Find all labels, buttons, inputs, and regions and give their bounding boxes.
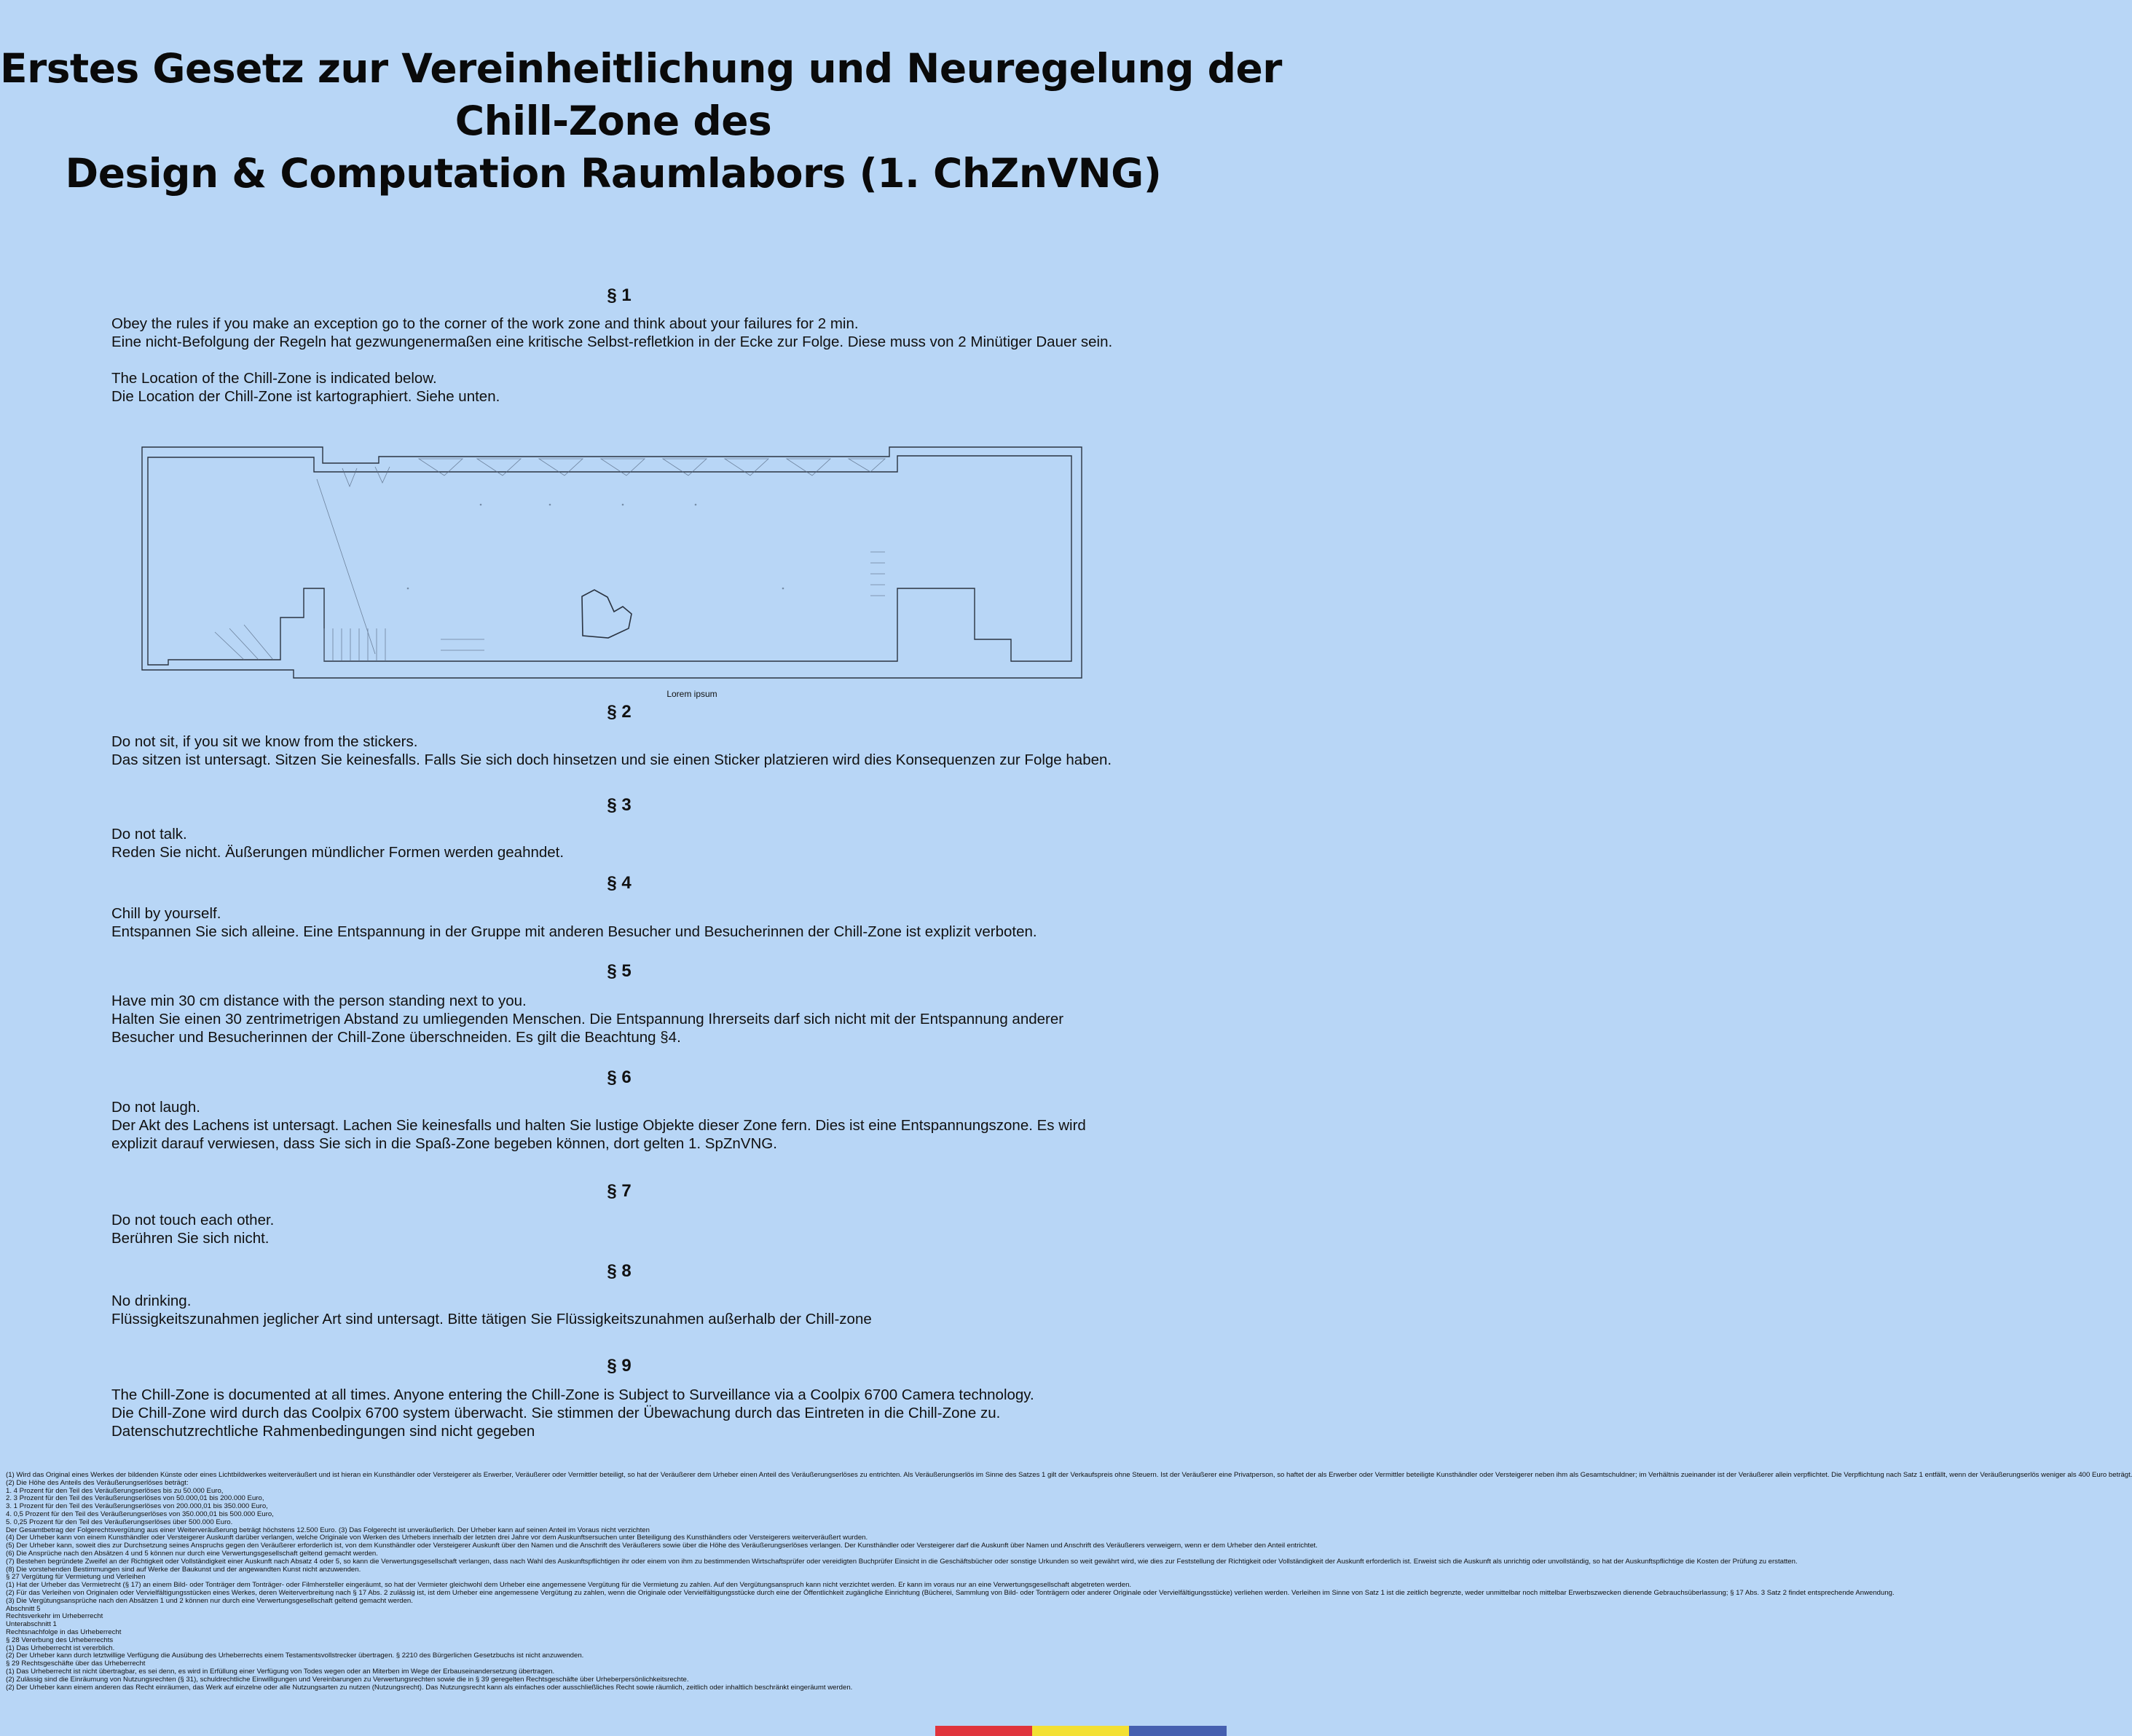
- floor-plan-stair-bottom: [324, 628, 385, 661]
- section-8-number: § 8: [607, 1261, 632, 1281]
- legal-line: Abschnitt 5: [6, 1604, 41, 1613]
- chill-zone-floor-plan: [142, 443, 1083, 682]
- floor-plan-column: [695, 504, 697, 506]
- section-3-body: [111, 825, 1117, 861]
- legal-line: Rechtsnachfolge in das Urheberrecht: [6, 1628, 122, 1636]
- legal-line: § 29 Rechtsgeschäfte über das Urheberrecht: [6, 1660, 146, 1668]
- legal-line: 2. 3 Prozent für den Teil des Veräußerungserlöses von 50.000,01 bis 200.000 Euro,: [6, 1494, 264, 1503]
- floor-plan-column: [480, 504, 482, 506]
- floor-plan-hatch: [215, 625, 484, 660]
- section-3-number: § 3: [607, 795, 632, 815]
- map-caption: Lorem ipsum: [666, 689, 717, 699]
- section-4-line-1: Chill by yourself.: [111, 905, 221, 922]
- section-5-line-2: Halten Sie einen 30 zentrimetrigen Abstand zu umliegenden Menschen. Die Entspannung Ihrerseits darf sich nicht mit der Entspannung anderer Besucher und Besucherinnen der Chill-Zone überschneiden. Es gilt die Beachtung §4.: [111, 1011, 1064, 1046]
- section-7-body: [111, 1211, 1117, 1247]
- floor-plan-column: [782, 588, 784, 590]
- title-line-3: Design & Computation Raumlabors (1. ChZnVNG): [65, 150, 1162, 197]
- page-title: [0, 42, 1282, 200]
- section-5-body: [111, 992, 1117, 1046]
- section-4-line-2: Entspannen Sie sich alleine. Eine Entspannung in der Gruppe mit anderen Besucher und Besucherinnen der Chill-Zone ist explizit verboten.: [111, 923, 1037, 940]
- floor-plan-window-segments: [419, 459, 885, 476]
- floor-plan-stair-right: [870, 552, 885, 596]
- legal-line: (4) Der Urheber kann von einem Kunsthändler oder Versteigerer Auskunft darüber verlangen, welche Originale von Werken des Urhebers innerhalb der letzten drei Jahre vor dem Auskunftsersuchen unter Beteiligung des Kunsthändlers oder Versteigerers weiterveräußert wurden.: [6, 1534, 868, 1542]
- legal-line: (3) Die Vergütungsansprüche nach den Absätzen 1 und 2 können nur durch eine Verwertungsgesellschaft geltend gemacht werden.: [6, 1596, 413, 1605]
- legal-line: § 28 Vererbung des Urheberrechts: [6, 1636, 114, 1644]
- stripe-blue: [1129, 1726, 1227, 1736]
- stripe-yellow: [1032, 1726, 1129, 1736]
- section-4-body: [111, 904, 1117, 941]
- legal-line: Rechtsverkehr im Urheberrecht: [6, 1612, 103, 1621]
- floor-plan-column: [549, 504, 551, 506]
- section-7-number: § 7: [607, 1181, 632, 1201]
- section-5-number: § 5: [607, 961, 632, 981]
- legal-line: (2) Der Urheber kann durch letztwillige Verfügung die Ausübung des Urheberrechts einem Testamentsvollstrecker übertragen. § 2210 des Bürgerlichen Gesetzbuchs ist nicht anzuwenden.: [6, 1652, 584, 1660]
- legal-line: (1) Hat der Urheber das Vermietrecht (§ 17) an einem Bild- oder Tonträger dem Tonträger- oder Filmhersteller eingeräumt, so hat der Vermieter gleichwohl dem Urheber eine angemessene Vergütung für die Vermietung zu zahlen. Auf den Vergütungsanspruch kann nicht verzichtet werden. Er kann im voraus nur an eine Verwertungsgesellschaft abgetreten werden.: [6, 1581, 1132, 1590]
- section-1-line-5: Die Location der Chill-Zone ist kartographiert. Siehe unten.: [111, 388, 500, 405]
- floor-plan-diagonal: [317, 479, 375, 654]
- legal-line: (1) Das Urheberrecht ist nicht übertragbar, es sei denn, es wird in Erfüllung einer Verfügung von Todes wegen oder an Miterben im Wege der Erbauseinandersetzung übertragen.: [6, 1667, 555, 1676]
- legal-line: 1. 4 Prozent für den Teil des Veräußerungserlöses bis zu 50.000 Euro,: [6, 1486, 224, 1495]
- section-3-line-2: Reden Sie nicht. Äußerungen mündlicher Formen werden geahndet.: [111, 844, 565, 861]
- section-6-body: [111, 1098, 1117, 1153]
- color-stripes: [935, 1726, 1227, 1736]
- section-7-line-1: Do not touch each other.: [111, 1212, 275, 1228]
- title-line-2: Chill-Zone des: [455, 98, 772, 144]
- legal-line: (1) Wird das Original eines Werkes der bildenden Künste oder eines Lichtbildwerkes weiterveräußert und ist hieran ein Kunsthändler oder Versteigerer als Erwerber, Veräußerer oder Vermittler beteiligt, so hat der Veräußerer dem Urheber einen Anteil des Veräußerungserlöses zu entrichten. Als Veräußerungserlös im Sinne des Satzes 1 gilt der Verkaufspreis ohne Steuern. Ist der Veräußerer eine Privatperson, so haftet der als Erwerber oder Vermittler beteiligte Kunsthändler oder Versteigerer neben ihm als Gesamtschuldner; im Verhältnis zueinander ist der Veräußerer allein verpflichtet. Die Verpflichtung nach Satz 1 entfällt, wenn der Veräußerungserlös weniger als 400 Euro beträgt.: [6, 1471, 2132, 1479]
- legal-line: (2) Die Höhe des Anteils des Veräußerungserlöses beträgt:: [6, 1478, 189, 1487]
- floor-plan-column: [622, 504, 624, 506]
- legal-line: (7) Bestehen begründete Zweifel an der Richtigkeit oder Vollständigkeit einer Auskunft nach Absatz 4 oder 5, so kann die Verwertungsgesellschaft verlangen, dass nach Wahl des Auskunftspflichtigen ihr oder einem von ihm zu bestimmenden Wirtschaftsprüfer oder vereidigten Buchprüfer Einsicht in die Geschäftsbücher oder sonstige Urkunden so weit gewährt wird, wie dies zur Feststellung der Richtigkeit oder Vollständigkeit der Auskunft erforderlich ist. Erweist sich die Auskunft als unrichtig oder unvollständig, so hat der Auskunftspflichtige die Kosten der Prüfung zu erstatten.: [6, 1557, 1798, 1566]
- section-1-line-2: Eine nicht-Befolgung der Regeln hat gezwungenermaßen eine kritische Selbst-refletkion in der Ecke zur Folge. Diese muss von 2 Minütiger Dauer sein.: [111, 334, 1113, 350]
- section-2-number: § 2: [607, 702, 632, 722]
- legal-line: Der Gesamtbetrag der Folgerechtsvergütung aus einer Weiterveräußerung beträgt höchstens 12.500 Euro. (3) Das Folgerecht ist unveräußerlich. Der Urheber kann auf seinen Anteil im Voraus nicht verzichten: [6, 1526, 650, 1534]
- section-8-body: [111, 1292, 1117, 1328]
- legal-line: 5. 0,25 Prozent für den Teil des Veräußerungserlöses über 500.000 Euro.: [6, 1518, 233, 1526]
- section-8-line-1: No drinking.: [111, 1293, 192, 1309]
- section-3-line-1: Do not talk.: [111, 826, 187, 843]
- legal-line: (5) Der Urheber kann, soweit dies zur Durchsetzung seines Anspruchs gegen den Veräußerer erforderlich ist, von dem Kunsthändler oder Versteigerer Auskunft über den Namen und die Anschrift des Veräußerers sowie über die Höhe des Veräußerungserlöses verlangen. Der Kunsthändler oder Versteigerer darf die Auskunft über Namen und Anschrift des Veräußerers verweigern, wenn er dem Urheber den Anteil entrichtet.: [6, 1542, 1318, 1550]
- stripe-red: [935, 1726, 1032, 1736]
- section-6-line-2: Der Akt des Lachens ist untersagt. Lachen Sie keinesfalls und halten Sie lustige Objekte dieser Zone fern. Dies ist eine Entspannungszone. Es wird explizit darauf verwiesen, dass Sie sich in die Spaß-Zone begeben können, dort gelten 1. SpZnVNG.: [111, 1117, 1086, 1152]
- section-5-line-1: Have min 30 cm distance with the person standing next to you.: [111, 993, 527, 1009]
- legal-line: (2) Zulässig sind die Einräumung von Nutzungsrechten (§ 31), schuldrechtliche Einwilligungen und Vereinbarungen zu Verwertungsrechten sowie die in § 39 geregelten Rechtsgeschäfte über Urheberpersönlichkeitsrechte.: [6, 1675, 689, 1684]
- section-2-line-2: Das sitzen ist untersagt. Sitzen Sie keinesfalls. Falls Sie sich doch hinsetzen und sie einen Sticker platzieren wird dies Konsequenzen zur Folge haben.: [111, 751, 1112, 768]
- section-1-line-1: Obey the rules if you make an exception go to the corner of the work zone and think about your failures for 2 min.: [111, 315, 859, 332]
- section-6-number: § 6: [607, 1068, 632, 1087]
- chill-zone-marker: [582, 590, 632, 638]
- spacer: [111, 351, 1117, 369]
- floor-plan-inner-wall: [148, 456, 1071, 665]
- section-6-line-1: Do not laugh.: [111, 1099, 200, 1116]
- section-9-number: § 9: [607, 1356, 632, 1376]
- legal-line: (2) Für das Verleihen von Originalen oder Vervielfältigungsstücken eines Werkes, deren Weiterverbreitung nach § 17 Abs. 2 zulässig ist, ist dem Urheber eine angemessene Vergütung zu zahlen, wenn die Originale oder Vervielfältigungsstücke durch eine der Öffentlichkeit zugängliche Einrichtung (Bücherei, Sammlung von Bild- oder Tonträgern oder anderer Originale oder Vervielfältigungsstücke) verliehen werden. Verleihen im Sinne von Satz 1 ist die zeitlich begrenzte, weder unmittelbar noch mittelbar Erwerbszwecken dienende Gebrauchsüberlassung; § 17 Abs. 3 Satz 2 findet entsprechende Anwendung.: [6, 1588, 1895, 1597]
- legal-line: Unterabschnitt 1: [6, 1620, 57, 1629]
- section-1-number: § 1: [607, 285, 632, 305]
- legal-fine-print: [6, 1471, 2132, 1692]
- floor-plan-outer-wall: [142, 447, 1082, 678]
- section-9-body: [111, 1386, 1117, 1440]
- section-9-line-2: Die Chill-Zone wird durch das Coolpix 6700 system überwacht. Sie stimmen der Übewachung durch das Eintreten in die Chill-Zone zu. Datenschutzrechtliche Rahmenbedingungen sind nicht gegeben: [111, 1405, 1001, 1440]
- legal-line: (1) Das Urheberrecht ist vererblich.: [6, 1644, 115, 1652]
- section-2-line-1: Do not sit, if you sit we know from the stickers.: [111, 733, 418, 750]
- legal-line: 4. 0,5 Prozent für den Teil des Veräußerungserlöses von 350.000,01 bis 500.000 Euro,: [6, 1510, 274, 1518]
- legal-line: (2) Der Urheber kann einem anderen das Recht einräumen, das Werk auf einzelne oder alle Nutzungsarten zu nutzen (Nutzungsrecht). Das Nutzungsrecht kann als einfaches oder ausschließliches Recht sowie räumlich, zeitlich oder inhaltlich beschränkt eingeräumt werden.: [6, 1683, 853, 1692]
- legal-line: (8) Die vorstehenden Bestimmungen sind auf Werke der Baukunst und der angewandten Kunst nicht anzuwenden.: [6, 1565, 361, 1574]
- section-7-line-2: Berühren Sie sich nicht.: [111, 1230, 270, 1247]
- legal-line: 3. 1 Prozent für den Teil des Veräußerungserlöses von 200.000,01 bis 350.000 Euro,: [6, 1502, 268, 1511]
- floor-plan-stair-left: [342, 467, 390, 486]
- title-line-1: Erstes Gesetz zur Vereinheitlichung und Neuregelung der: [0, 45, 1282, 92]
- legal-line: § 27 Vergütung für Vermietung und Verleihen: [6, 1573, 146, 1582]
- section-2-body: [111, 733, 1117, 769]
- floor-plan-column: [407, 588, 409, 590]
- section-4-number: § 4: [607, 873, 632, 893]
- section-9-line-1: The Chill-Zone is documented at all times. Anyone entering the Chill-Zone is Subject to Surveillance via a Coolpix 6700 Camera technology.: [111, 1386, 1034, 1403]
- section-8-line-2: Flüssigkeitszunahmen jeglicher Art sind untersagt. Bitte tätigen Sie Flüssigkeitszunahmen außerhalb der Chill-zone: [111, 1311, 872, 1327]
- legal-line: (6) Die Ansprüche nach den Absätzen 4 und 5 können nur durch eine Verwertungsgesellschaft geltend gemacht werden.: [6, 1549, 378, 1558]
- section-1-body: [111, 315, 1117, 406]
- section-1-line-4: The Location of the Chill-Zone is indicated below.: [111, 370, 437, 387]
